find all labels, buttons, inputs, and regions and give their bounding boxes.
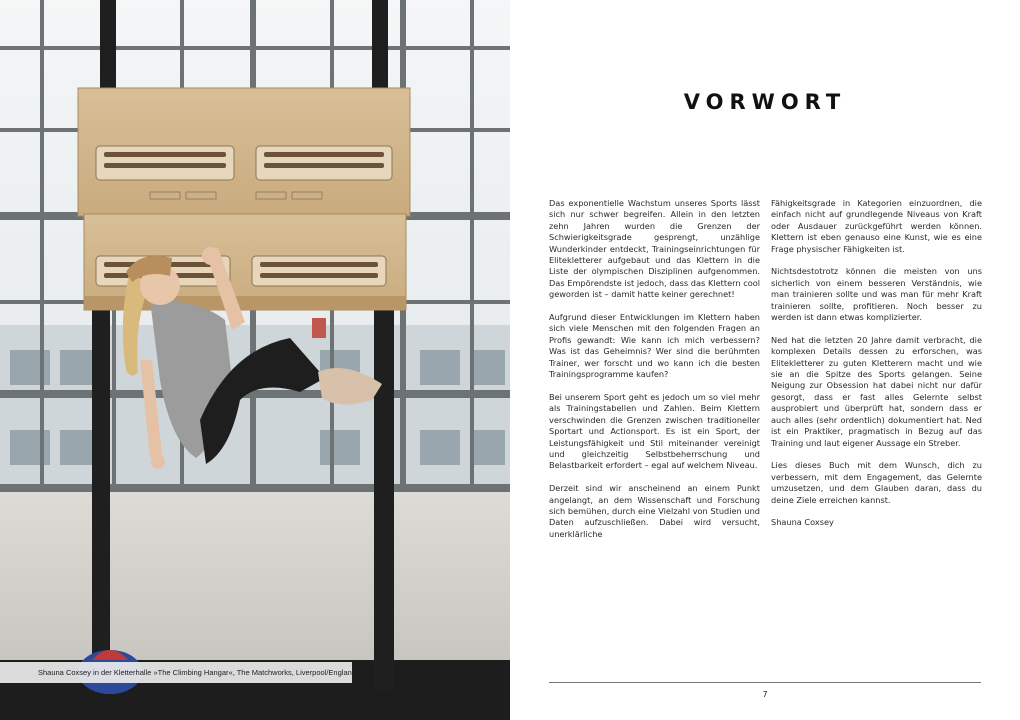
paragraph: Lies dieses Buch mit dem Wunsch, dich zu verbessern, mit dem Engagement, das Gelernte umzusetzen, und dem Glauben daran, dass du deine Ziele erreichen kannst. <box>771 460 982 505</box>
paragraph: Nichtsdestotrotz können die meisten von uns sicherlich von einem besseren Verständnis, wie man trainieren sollte und was man für mehr Kraft trainieren sollte, profitieren. Noch besser zu werden ist dann etwas komplizierter. <box>771 266 982 323</box>
left-text-column <box>549 198 760 552</box>
right-text-column <box>771 198 982 540</box>
paragraph: Ned hat die letzten 20 Jahre damit verbracht, die komplexen Details dessen zu erforschen, was Elitekletterer zu guten Kletterern macht und wie sie an die Spitze des Sports gelangen. Seine Neigung zur Obsession hat dabei nicht nur dafür gesorgt, dass er fast alles Gelernte selbst ausprobiert und überprüft hat, sondern dass er auch alles (sehr ordentlich) dokumentiert hat. Ned ist ein Praktiker, pragmatisch in Bezug auf das Training und laut eigener Aussage ein Streber. <box>771 334 982 448</box>
paragraph: Derzeit sind wir anscheinend an einem Punkt angelangt, an dem Wissenschaft und Forschung sich bemühen, durch eine Vielzahl von Studien und Daten aufzuschließen. Dabei wird versucht, unerklärliche <box>549 483 760 539</box>
photo-caption: Shauna Coxsey in der Kletterhalle »The Climbing Hangar«, The Matchworks, Liverpool/England. <box>0 662 352 683</box>
page-number: 7 <box>762 690 768 699</box>
paragraph: Das exponentielle Wachstum unseres Sports lässt sich nur schwer begreifen. Allein in den letzten zehn Jahren wurden die Grenzen der Schwierigkeitsgrade gesprengt, unzählige Wunderkinder entdeckt, Trainingseinrichtungen für Elitekletterer aufgebaut und das Klettern in die Liste der olympischen Disziplinen aufgenommen. Das Empörendste ist jedoch, dass das Klettern cool geworden ist – damit hatte keiner gerechnet! <box>549 198 760 300</box>
paragraph: Fähigkeitsgrade in Kategorien einzuordnen, die einfach nicht auf grundlegende Niveaus von Kraft oder Ausdauer zurückgeführt werden können. Klettern ist eben genauso eine Kunst, wie es eine Frage physischer Fähigkeiten ist. <box>771 198 982 254</box>
paragraph: Aufgrund dieser Entwicklungen im Klettern haben sich viele Menschen mit den folgenden Fragen an Profis gewandt: Wie kann ich mich verbessern? Was ist das Geheimnis? Wer sind die berühmten Trainer, wer forscht und wo kann ich die besten Trainingsprogramme kaufen? <box>549 312 760 380</box>
footer-rule <box>549 682 981 683</box>
paragraph: Bei unserem Sport geht es jedoch um so viel mehr als Trainingstabellen und Zahlen. Beim Klettern verschwinden die Grenzen zwischen traditioneller Sportart und Actionsport. Es ist ein Sport, der Leistungsfähigkeit und Stil miteinander vereinigt und gleichzeitig Selbstbeherrschung und Belastbarkeit erfordert – egal auf welchem Niveau. <box>549 391 760 471</box>
author-signature: Shauna Coxsey <box>771 517 834 528</box>
text-page <box>510 0 1020 720</box>
page-title: VORWORT <box>683 90 847 114</box>
